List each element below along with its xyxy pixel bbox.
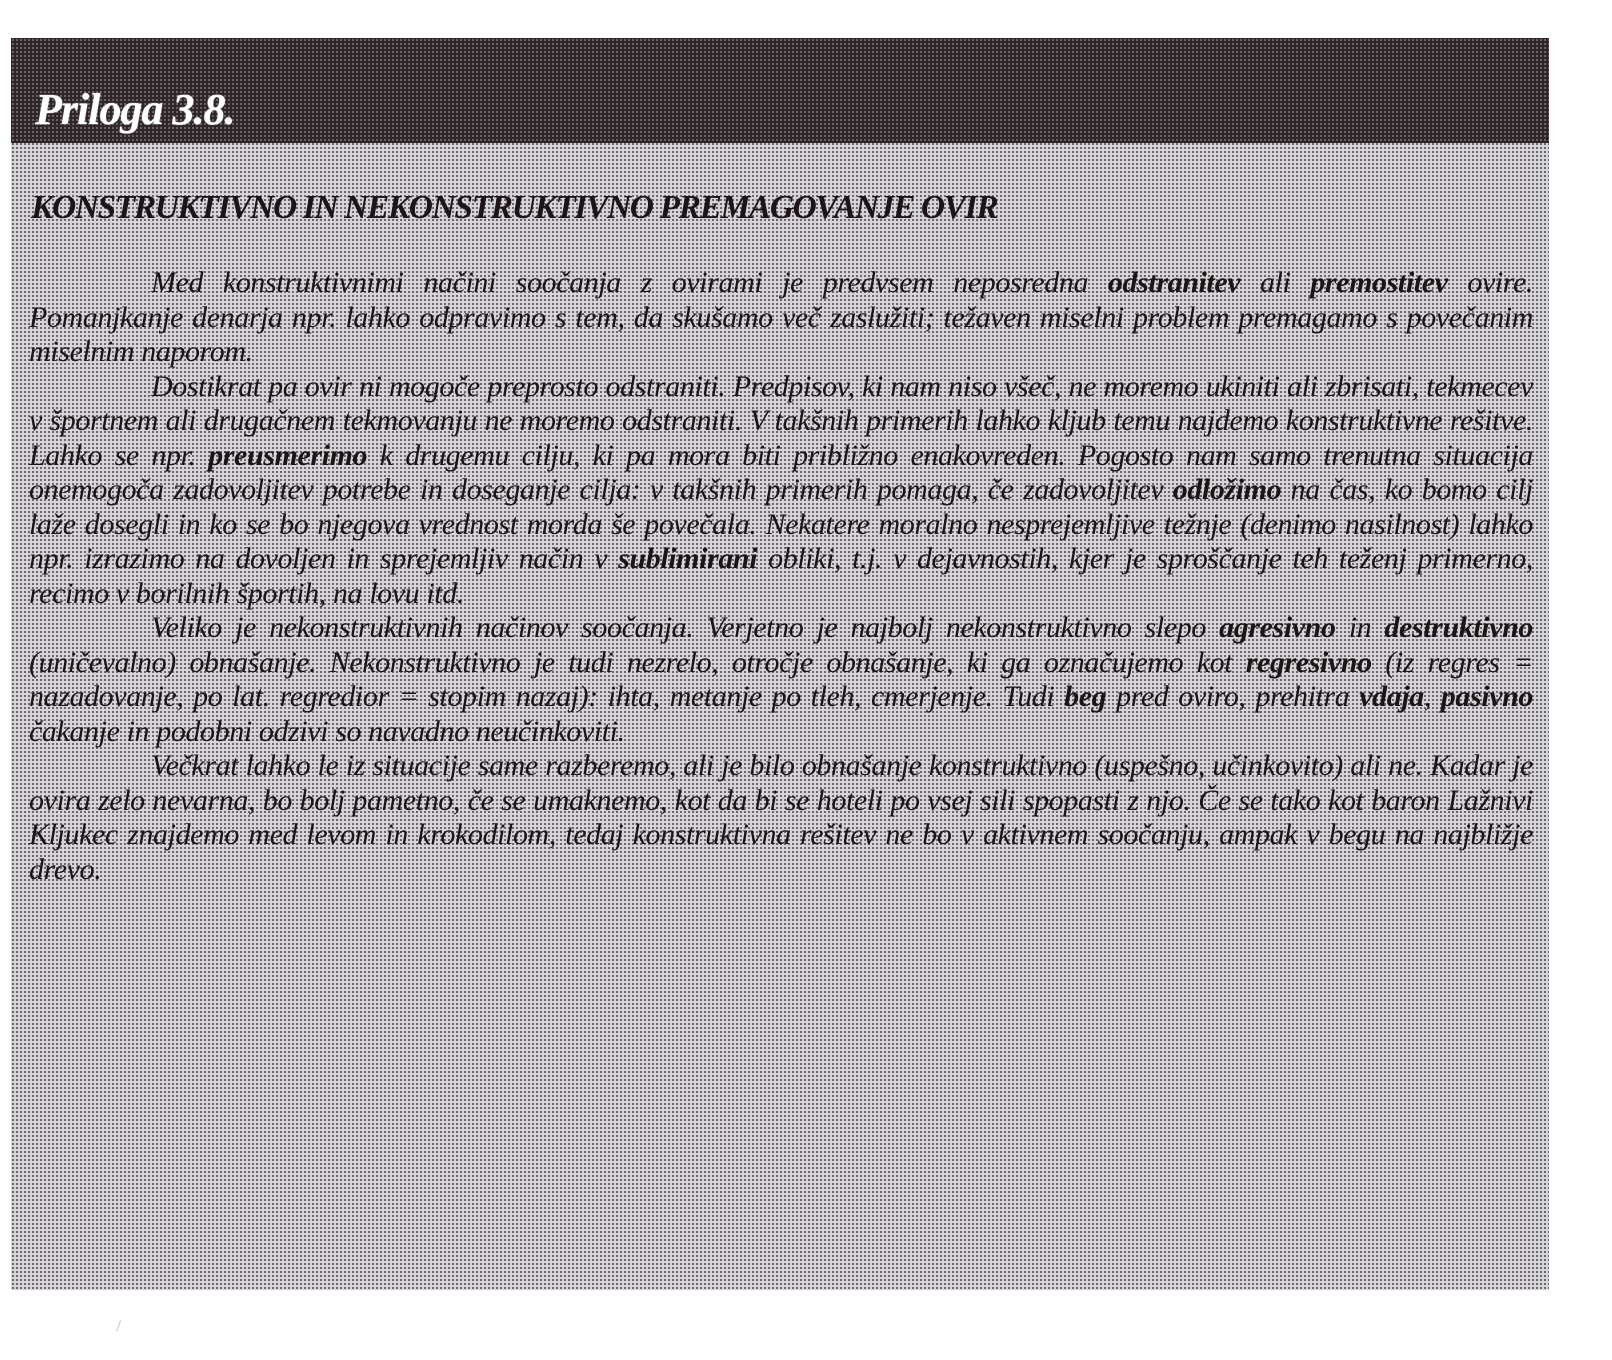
text-run: čakanje in podobni odzivi so navadno neučinkoviti. [29, 714, 625, 748]
emphasized-term: preusmerimo [208, 438, 368, 472]
text-run: k drugemu cilju, ki pa mora biti približno enakovreden. Pogosto nam samo trenutna situacija onemogoča zadovoljitev potrebe in doseganje cilja: v takšnih primerih pomaga, če zadovoljitev [29, 438, 1533, 506]
emphasized-term: odložimo [1172, 473, 1282, 506]
text-run: obliki, t.j. v dejavnostih, kjer je sproščanje teh teženj primerno, recimo v borilnih športih, na lovu itd. [29, 542, 1533, 610]
text-run: Dostikrat pa ovir ni mogoče preprosto odstraniti. Predpisov, ki nam niso všeč, ne moremo ukiniti ali zbrisati, tekmecev v športnem ali drugačnem tekmovanju ne moremo odstraniti. V takšnih primerih lahko kljub temu najdemo konstruktivne rešitve. Lahko se npr. [29, 369, 1533, 472]
emphasized-term: destruktivno [1384, 611, 1533, 644]
paragraph [29, 266, 1533, 370]
text-run: pred oviro, prehitra [1106, 680, 1360, 713]
document-title: KONSTRUKTIVNO IN NEKONSTRUKTIVNO PREMAGOVANJE OVIR [31, 189, 998, 226]
text-run: , [1423, 680, 1441, 713]
emphasized-term: beg [1064, 680, 1107, 713]
text-run: (iz regres = nazadovanje, po lat. regredior = stopim nazaj): ihta, metanje po tleh, cmerjenje. Tudi [29, 645, 1533, 713]
header-bar [11, 38, 1549, 143]
emphasized-term: pasivno [1440, 680, 1534, 713]
emphasized-term: sublimirani [618, 542, 758, 575]
document-body [29, 266, 1533, 887]
appendix-label: Priloga 3.8. [35, 85, 235, 134]
emphasized-term: odstranitev [1107, 266, 1241, 299]
emphasized-term: premostitev [1310, 266, 1448, 299]
text-run: Veliko je nekonstruktivnih načinov soočanja. Verjetno je najbolj nekonstruktivno slepo [151, 611, 1220, 644]
text-run: in [1335, 611, 1385, 644]
paragraph [29, 749, 1533, 887]
appendix-box [11, 38, 1549, 1290]
emphasized-term: agresivno [1219, 611, 1336, 644]
text-run: na čas, ko bomo cilj laže dosegli in ko se bo njegova vrednost morda še povečala. Nekatere moralno nesprejemljive težnje (denimo nasilnost) lahko npr. izrazimo na dovoljen in sprejemljiv način v [29, 473, 1533, 575]
paragraph [29, 370, 1533, 612]
text-run: Med konstruktivnimi načini soočanja z ovirami je predvsem neposredna [151, 266, 1108, 299]
text-run: (uničevalno) obnašanje. Nekonstruktivno je tudi nezrelo, otročje obnašanje, ki ga označujemo kot [29, 645, 1246, 679]
paragraph [29, 611, 1533, 749]
text-run: ovire. Pomanjkanje denarja npr. lahko odpravimo s tem, da skušamo več zaslužiti; težaven miselni problem premagamo s povečanim miselnim naporom. [29, 266, 1533, 368]
text-run: ali [1240, 266, 1311, 299]
text-run: Večkrat lahko le iz situacije same razberemo, ali je bilo obnašanje konstruktivno (uspešno, učinkovito) ali ne. Kadar je ovira zelo nevarna, bo bolj pametno, če se umaknemo, kot da bi se hoteli po vsej sili spopasti z njo. Če se tako kot baron Lažnivi Kljukec znajdemo med levom in krokodilom, tedaj konstruktivna rešitev ne bo v aktivnem soočanju, ampak v begu na najbližje drevo. [29, 749, 1533, 886]
scan-artifact [116, 1320, 121, 1332]
emphasized-term: regresivno [1245, 645, 1372, 679]
emphasized-term: vdaja [1359, 680, 1424, 713]
